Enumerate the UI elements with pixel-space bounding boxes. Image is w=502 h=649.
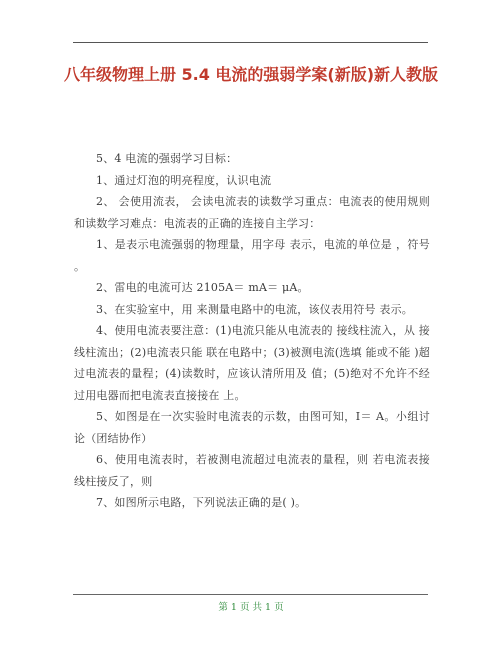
paragraph-question-4: 4、使用电流表要注意：(1)电流只能从电流表的 接线柱流入，从 接线柱流出；(2)电流表只能 联在电路中；(3)被测电流(选填 能或不能 )超过电流表的量程；(4)读数时，应该认清所用及 值；(5)绝对不允许不经过用电器而把电流表直接接在 上。 — [74, 324, 430, 402]
header-rule — [73, 42, 428, 43]
document-title: 八年级物理上册 5.4 电流的强弱学案(新版)新人教版 — [63, 65, 439, 84]
paragraph-goal-1: 1、通过灯泡的明亮程度，认识电流 — [96, 173, 272, 187]
paragraph-question-5: 5、如图是在一次实验时电流表的示数，由图可知，I＝ A。小组讨论（团结协作） — [74, 410, 430, 445]
page-footer: 第 1 页 共 1 页 — [218, 602, 284, 613]
footer-rule — [73, 594, 428, 595]
document-body — [74, 148, 430, 514]
paragraph-heading: 5、4 电流的强弱学习目标： — [96, 152, 238, 165]
paragraph-question-7: 7、如图所示电路，下列说法正确的是( )。 — [96, 496, 307, 509]
paragraph-question-3: 3、在实验室中，用 来测量电路中的电流，该仪表用符号 表示。 — [96, 302, 413, 316]
paragraph-question-6: 6、使用电流表时，若被测电流超过电流表的量程，则 若电流表接线柱接反了，则 — [74, 453, 430, 488]
paragraph-question-2: 2、雷电的电流可达 2105A＝ mA＝ μA。 — [96, 281, 309, 294]
paragraph-question-1: 1、是表示电流强弱的物理量，用字母 表示，电流的单位是 ，符号 。 — [74, 238, 430, 273]
paragraph-goal-2: 2、 会使用流表， 会读电流表的读数学习重点：电流表的使用规则和读数学习难点：电流表的正确的连接自主学习： — [74, 195, 430, 230]
